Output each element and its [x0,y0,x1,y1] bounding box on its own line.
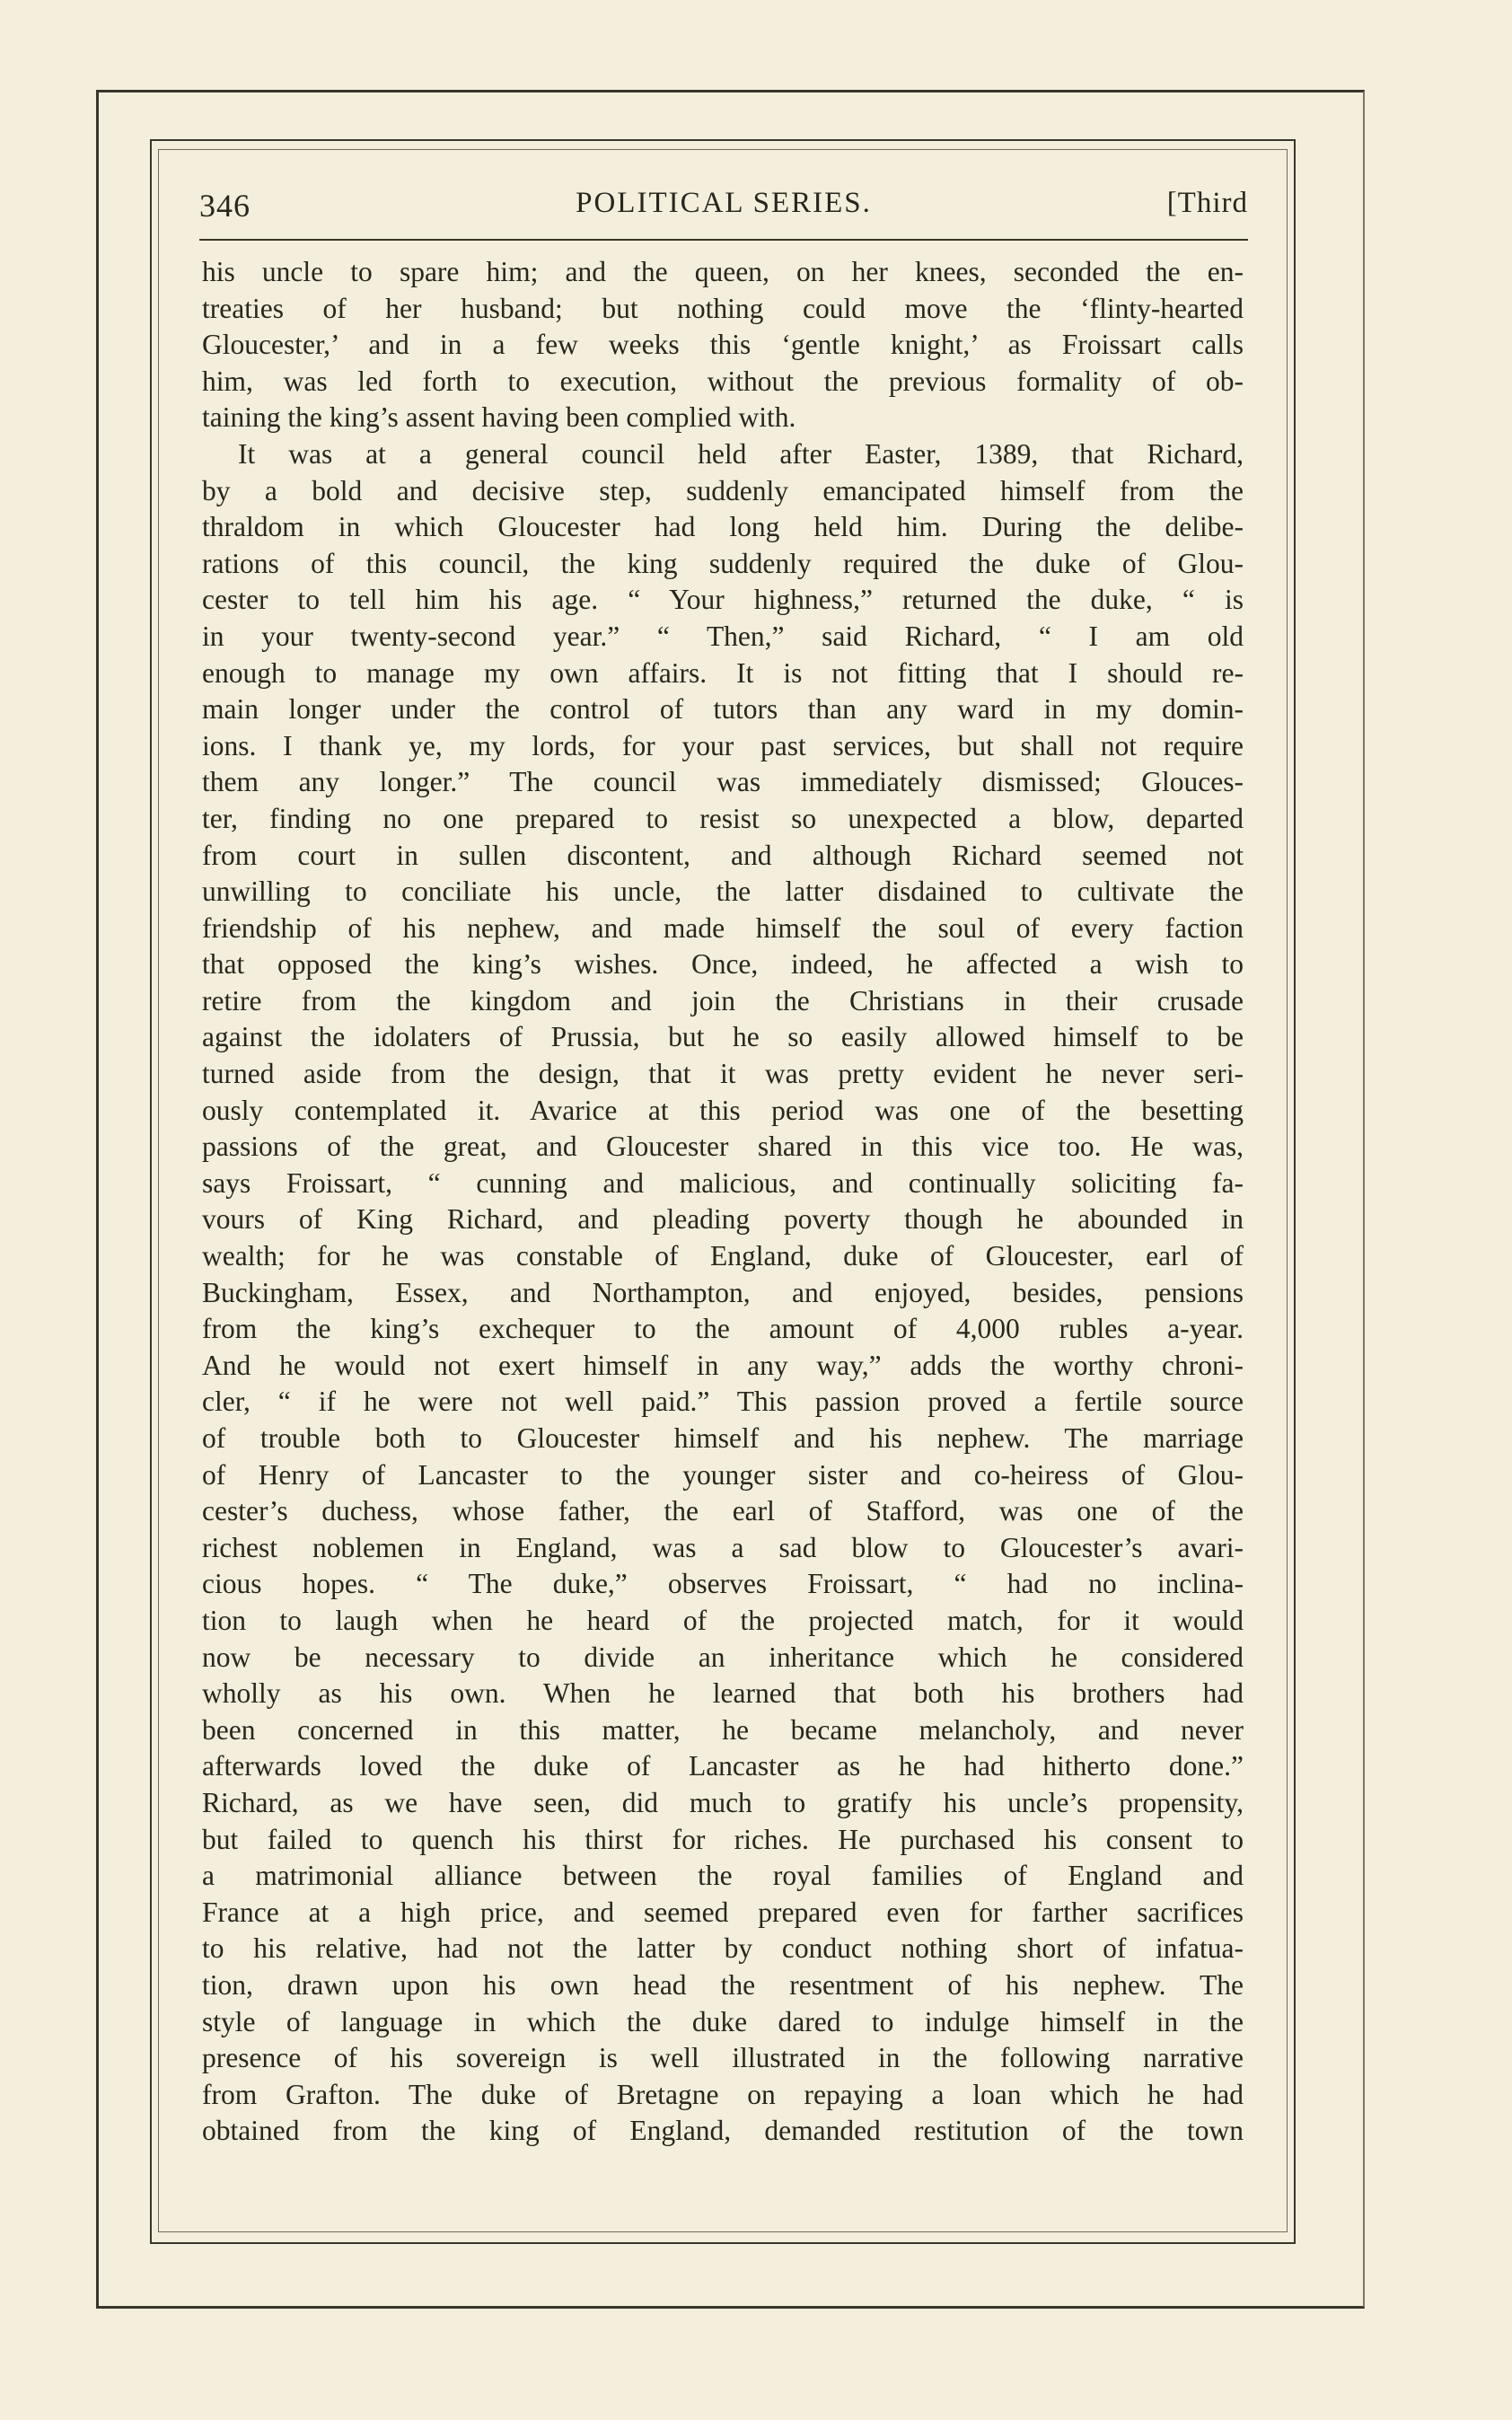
text-line: ions. I thank ye, my lords, for your past services, but shall not require [202,729,1244,761]
text-line: cious hopes. “ The duke,” observes Froissart, “ had no inclina- [202,1568,1244,1600]
text-line: says Froissart, “ cunning and malicious, and continually soliciting fa- [202,1166,1244,1199]
text-line: from court in sullen discontent, and although Richard seemed not [202,839,1244,871]
text-line: Richard, as we have seen, did much to gratify his uncle’s propensity, [202,1786,1244,1818]
text-line: of trouble both to Gloucester himself and his nephew. The marriage [202,1422,1244,1454]
text-line: Buckingham, Essex, and Northampton, and enjoyed, besides, pensions [202,1276,1244,1308]
text-line: by a bold and decisive step, suddenly emancipated himself from the [202,474,1244,506]
text-line: against the idolaters of Prussia, but he so easily allowed himself to be [202,1021,1244,1053]
text-line: friendship of his nephew, and made himself the soul of every faction [202,911,1244,944]
running-title: POLITICAL SERIES. [576,187,872,219]
text-line: style of language in which the duke dared to indulge himself in the [202,2005,1244,2037]
text-line: but failed to quench his thirst for riches. He purchased his consent to [202,1823,1244,1855]
page-header [199,180,1248,233]
text-line: vours of King Richard, and pleading poverty though he abounded in [202,1203,1244,1236]
text-line: passions of the great, and Gloucester shared in this vice too. He was, [202,1131,1244,1163]
text-line: tion to laugh when he heard of the projected match, for it would [202,1604,1244,1636]
body-text [202,254,1244,2150]
text-line: cler, “ if he were not well paid.” This passion proved a fertile source [202,1386,1244,1418]
text-line: retire from the kingdom and join the Christians in their crusade [202,984,1244,1016]
text-line: France at a high price, and seemed prepared even for farther sacrifices [202,1896,1244,1928]
page-number: 346 [199,188,251,224]
text-line: a matrimonial alliance between the royal families of England and [202,1860,1244,1892]
text-line: from Grafton. The duke of Bretagne on repaying a loan which he had [202,2078,1244,2110]
text-line: to his relative, had not the latter by conduct nothing short of infatua- [202,1932,1244,1965]
section-marker: [Third [1166,187,1248,219]
text-line: unwilling to conciliate his uncle, the latter disdained to cultivate the [202,876,1244,908]
text-line: that opposed the king’s wishes. Once, indeed, he affected a wish to [202,948,1244,981]
text-line: been concerned in this matter, he became melancholy, and never [202,1713,1244,1746]
text-line: And he would not exert himself in any way,” adds the worthy chroni- [202,1349,1244,1381]
text-line: cester to tell him his age. “ Your highness,” returned the duke, “ is [202,584,1244,616]
text-line: cester’s duchess, whose father, the earl of Stafford, was one of the [202,1495,1244,1527]
text-line: It was at a general council held after Easter, 1389, that Richard, [238,437,1244,470]
text-line: turned aside from the design, that it was pretty evident he never seri- [202,1058,1244,1090]
text-line: of Henry of Lancaster to the younger sister and co-heiress of Glou- [202,1458,1244,1491]
header-rule [199,239,1248,241]
text-line: presence of his sovereign is well illustrated in the following narrative [202,2042,1244,2074]
text-line: Gloucester,’ and in a few weeks this ‘gentle knight,’ as Froissart calls [202,329,1244,361]
text-line: from the king’s exchequer to the amount of 4,000 rubles a-year. [202,1313,1244,1345]
text-line: rations of this council, the king suddenly required the duke of Glou- [202,547,1244,579]
text-line: them any longer.” The council was immediately dismissed; Glouces- [202,766,1244,798]
text-line: his uncle to spare him; and the queen, on her knees, seconded the en- [202,256,1244,287]
text-line: wholly as his own. When he learned that both his brothers had [202,1677,1244,1710]
text-line: richest noblemen in England, was a sad blow to Gloucester’s avari- [202,1531,1244,1563]
text-line: enough to manage my own affairs. It is not fitting that I should re- [202,656,1244,689]
text-line: ter, finding no one prepared to resist so unexpected a blow, departed [202,802,1244,834]
text-line: taining the king’s assent having been complied with. [202,401,796,434]
text-line: now be necessary to divide an inheritance which he considered [202,1641,1244,1673]
text-line: afterwards loved the duke of Lancaster as he had hitherto done.” [202,1750,1244,1782]
text-line: obtained from the king of England, demanded restitution of the town [202,2115,1244,2147]
text-line: ously contemplated it. Avarice at this period was one of the besetting [202,1094,1244,1126]
text-line: thraldom in which Gloucester had long held him. During the delibe- [202,511,1244,543]
text-line: tion, drawn upon his own head the resentment of his nephew. The [202,1968,1244,2001]
text-line: wealth; for he was constable of England, duke of Gloucester, earl of [202,1240,1244,1272]
text-line: treaties of her husband; but nothing could move the ‘flinty-hearted [202,292,1244,324]
text-line: in your twenty-second year.” “ Then,” said Richard, “ I am old [202,620,1244,652]
text-line: main longer under the control of tutors than any ward in my domin- [202,693,1244,726]
text-line: him, was led forth to execution, without the previous formality of ob- [202,365,1244,397]
